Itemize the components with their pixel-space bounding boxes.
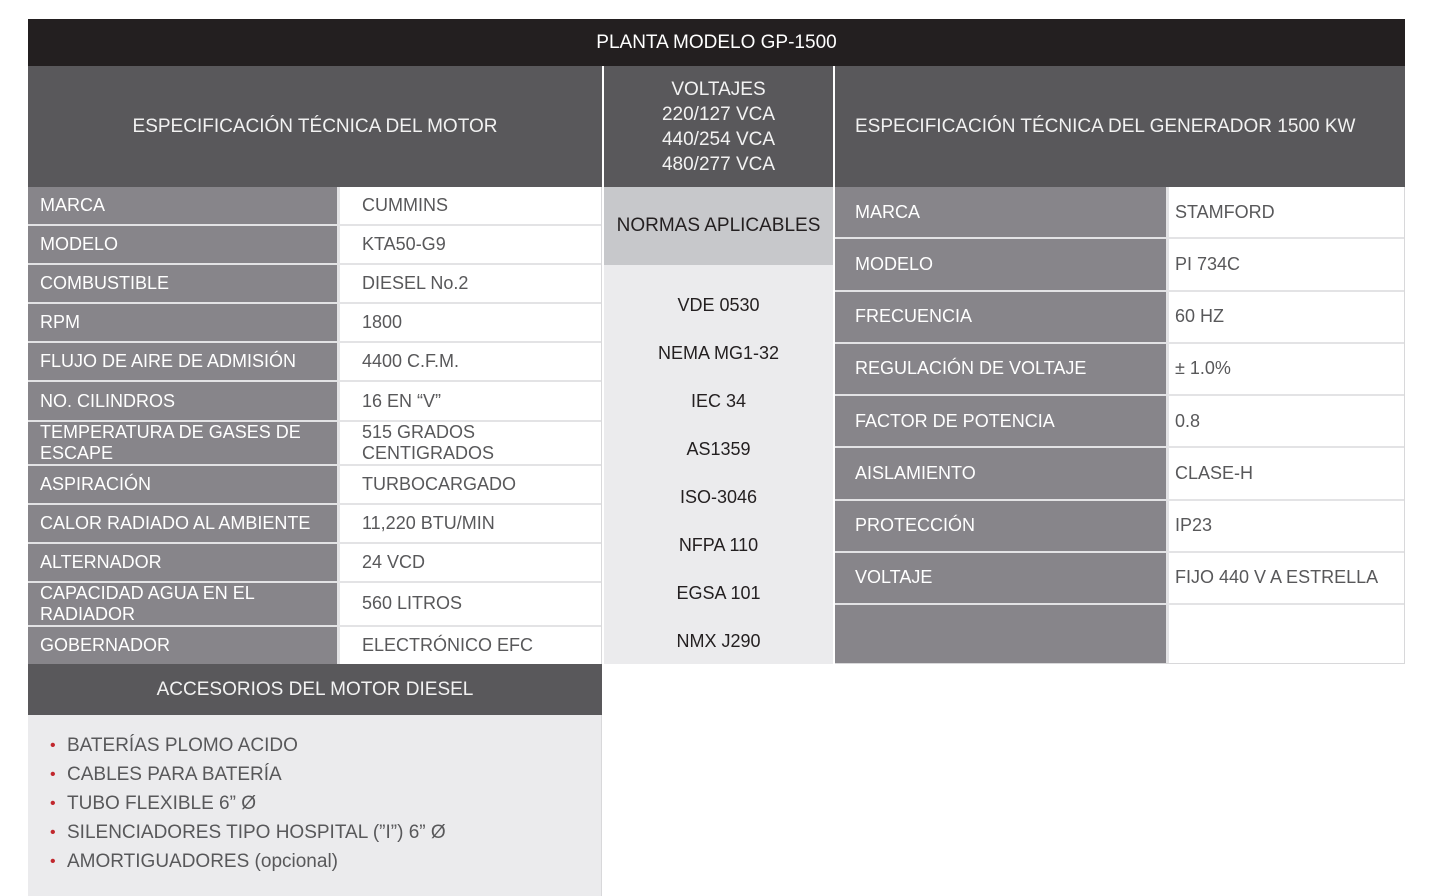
spec-label: TEMPERATURA DE GASES DE ESCAPE (28, 422, 340, 464)
list-item (28, 789, 601, 818)
spec-label: GOBERNADOR (28, 627, 340, 664)
spec-label: AISLAMIENTO (835, 448, 1169, 498)
spec-label: CAPACIDAD AGUA EN EL RADIADOR (28, 583, 340, 625)
spec-value: 515 GRADOS CENTIGRADOS (340, 422, 601, 464)
bullet-icon: • (50, 794, 56, 812)
spec-label: ASPIRACIÓN (28, 466, 340, 503)
spec-value: CUMMINS (340, 187, 601, 224)
spec-value: 24 VCD (340, 544, 601, 581)
standards-header: NORMAS APLICABLES (604, 187, 833, 265)
table-row (28, 583, 601, 627)
spec-label: COMBUSTIBLE (28, 265, 340, 302)
spec-value: PI 734C (1169, 239, 1404, 289)
table-row (28, 304, 601, 343)
list-item (28, 818, 601, 847)
table-row (28, 343, 601, 382)
standard-item: ISO-3046 (679, 486, 758, 507)
list-item-text: BATERÍAS PLOMO ACIDO (67, 734, 298, 756)
spec-label: FRECUENCIA (835, 292, 1169, 342)
spec-label: MARCA (835, 187, 1169, 237)
table-row (28, 382, 601, 421)
generator-spec-table (835, 187, 1405, 664)
accessories-list (28, 715, 602, 896)
standard-item: VDE 0530 (677, 294, 760, 315)
voltage-line: 480/277 VCA (661, 153, 776, 175)
spec-value: FIJO 440 V A ESTRELLA (1169, 553, 1404, 603)
table-row (28, 187, 601, 226)
table-row (28, 505, 601, 544)
spec-value: ± 1.0% (1169, 344, 1404, 394)
spec-value: 4400 C.F.M. (340, 343, 601, 380)
table-row (28, 422, 601, 466)
spec-value: CLASE-H (1169, 448, 1404, 498)
table-row (28, 544, 601, 583)
spec-value: KTA50-G9 (340, 226, 601, 263)
table-row (28, 226, 601, 265)
spec-label: REGULACIÓN DE VOLTAJE (835, 344, 1169, 394)
table-row (835, 501, 1404, 553)
voltages-block (604, 66, 833, 187)
voltages-title: VOLTAJES (671, 78, 766, 100)
table-row (835, 292, 1404, 344)
list-item-text: SILENCIADORES TIPO HOSPITAL (”I”) 6” Ø (67, 821, 446, 843)
table-row (835, 187, 1404, 239)
list-item (28, 847, 601, 876)
bullet-icon: • (50, 765, 56, 783)
list-item (28, 731, 601, 760)
table-row (28, 627, 601, 664)
spec-label: CALOR RADIADO AL AMBIENTE (28, 505, 340, 542)
spec-value: ELECTRÓNICO EFC (340, 627, 601, 664)
standard-item: NMX J290 (676, 630, 761, 651)
spec-value: 0.8 (1169, 396, 1404, 446)
list-item (28, 760, 601, 789)
spec-value: IP23 (1169, 501, 1404, 551)
voltage-line: 440/254 VCA (661, 128, 776, 150)
spec-value: 16 EN “V” (340, 382, 601, 419)
table-row (28, 265, 601, 304)
spec-label: FLUJO DE AIRE DE ADMISIÓN (28, 343, 340, 380)
standards-list (604, 265, 833, 664)
spec-value: DIESEL No.2 (340, 265, 601, 302)
table-row (28, 466, 601, 505)
spec-label: MODELO (835, 239, 1169, 289)
standard-item: NEMA MG1-32 (657, 342, 780, 363)
table-row-empty (835, 605, 1404, 663)
spec-label: MODELO (28, 226, 340, 263)
table-row (835, 448, 1404, 500)
motor-spec-header: ESPECIFICACIÓN TÉCNICA DEL MOTOR (28, 66, 602, 187)
spec-value: 1800 (340, 304, 601, 341)
spec-label: PROTECCIÓN (835, 501, 1169, 551)
table-row (835, 239, 1404, 291)
list-item-text: AMORTIGUADORES (opcional) (67, 850, 338, 872)
page-title: PLANTA MODELO GP-1500 (28, 19, 1405, 66)
standard-item: EGSA 101 (676, 582, 761, 603)
bullet-icon: • (50, 736, 56, 754)
spec-label: ALTERNADOR (28, 544, 340, 581)
motor-spec-table (28, 187, 602, 664)
voltage-line: 220/127 VCA (661, 103, 776, 125)
spec-label: NO. CILINDROS (28, 382, 340, 419)
table-row (835, 396, 1404, 448)
standard-item: NFPA 110 (678, 534, 759, 555)
spec-label: RPM (28, 304, 340, 341)
standard-item: AS1359 (686, 438, 751, 459)
list-item-text: TUBO FLEXIBLE 6” Ø (67, 792, 256, 814)
spec-value: 11,220 BTU/MIN (340, 505, 601, 542)
spec-label: FACTOR DE POTENCIA (835, 396, 1169, 446)
bullet-icon: • (50, 852, 56, 870)
list-item-text: CABLES PARA BATERÍA (67, 763, 282, 785)
bullet-icon: • (50, 823, 56, 841)
table-row (835, 553, 1404, 605)
spec-label: VOLTAJE (835, 553, 1169, 603)
standard-item: IEC 34 (690, 390, 747, 411)
table-row (835, 344, 1404, 396)
spec-value: STAMFORD (1169, 187, 1404, 237)
spec-label: MARCA (28, 187, 340, 224)
spec-value: 60 HZ (1169, 292, 1404, 342)
spec-label (835, 605, 1169, 663)
spec-value (1169, 605, 1404, 663)
generator-spec-header: ESPECIFICACIÓN TÉCNICA DEL GENERADOR 1500 KW (835, 66, 1405, 187)
spec-value: 560 LITROS (340, 583, 601, 625)
accessories-header: ACCESORIOS DEL MOTOR DIESEL (28, 664, 602, 715)
spec-value: TURBOCARGADO (340, 466, 601, 503)
